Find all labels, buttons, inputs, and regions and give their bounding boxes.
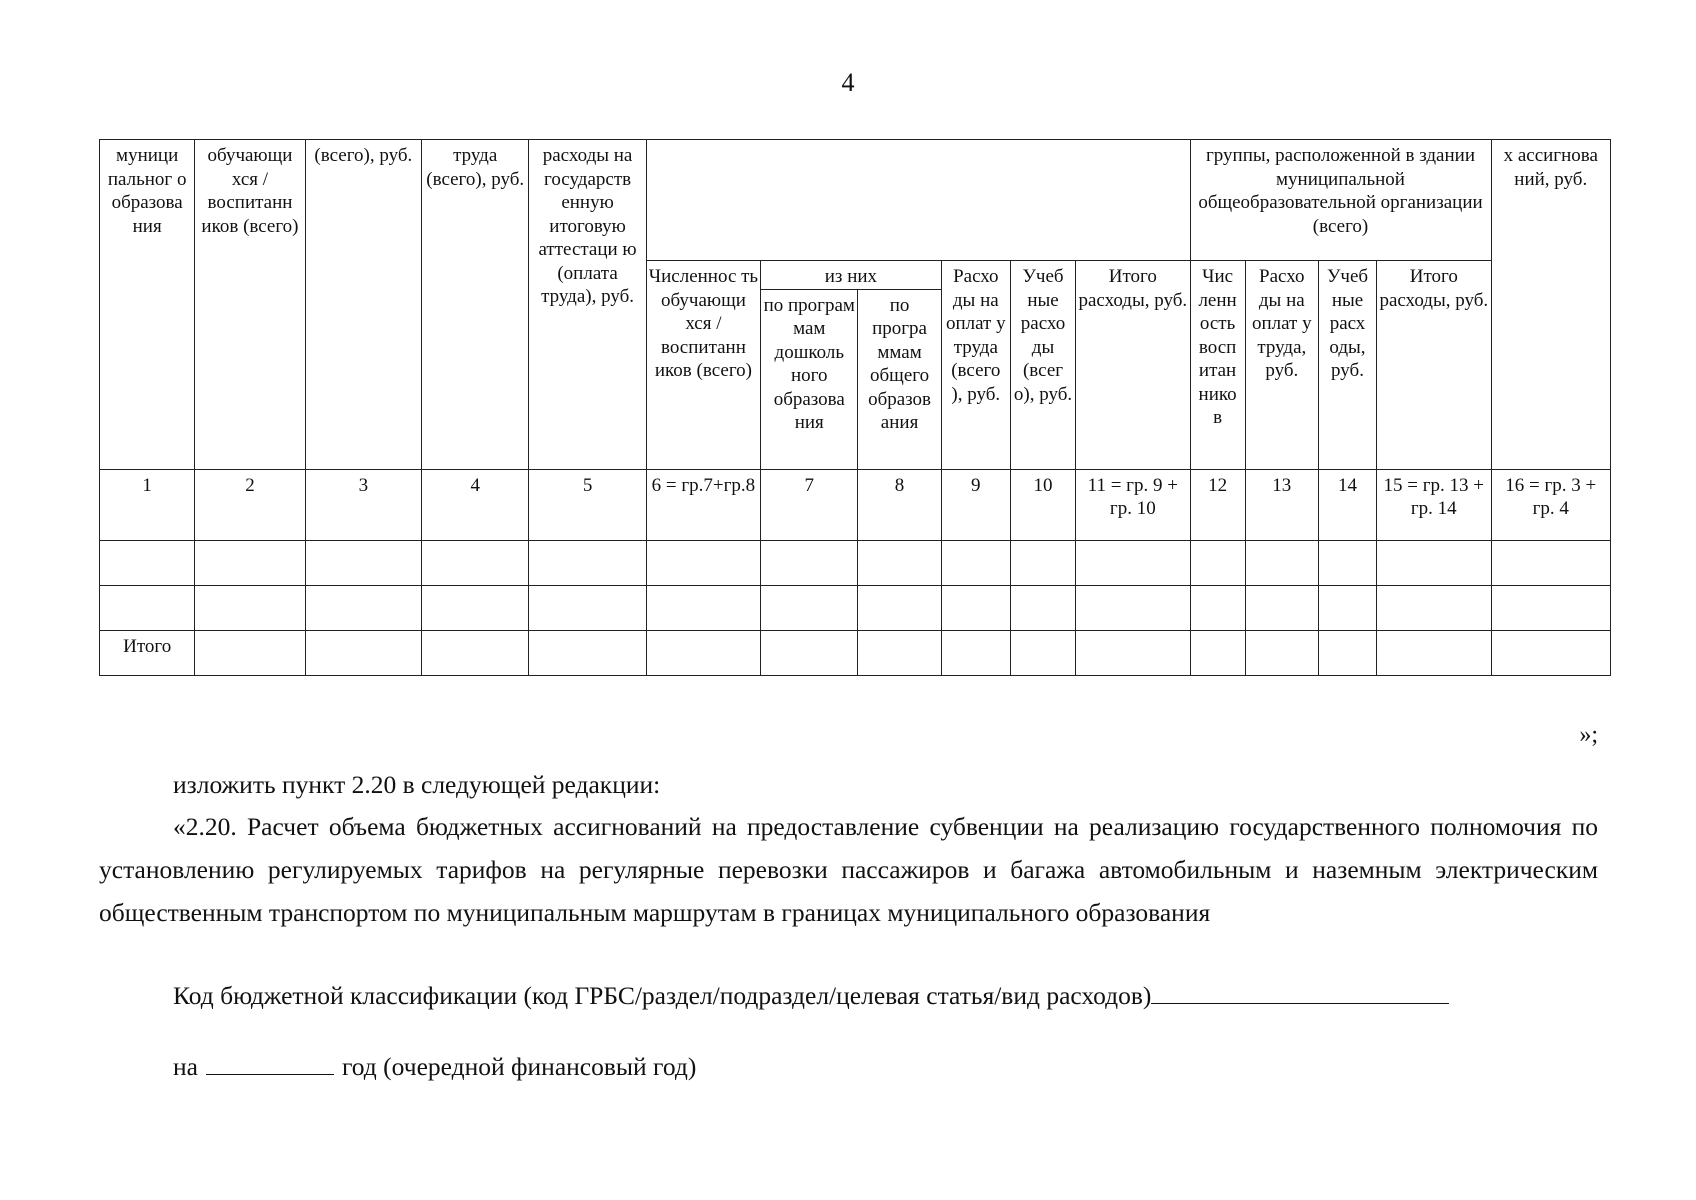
header-col-13: Расхо ды на оплат у труда, руб. [1245, 261, 1318, 470]
empty-cell [761, 540, 858, 585]
year-blank [206, 1052, 334, 1075]
empty-cell [858, 540, 941, 585]
empty-cell [195, 630, 305, 675]
year-line [173, 1045, 696, 1088]
total-label: Итого [100, 630, 195, 675]
header-col-3: (всего), руб. [305, 140, 421, 470]
empty-cell [761, 585, 858, 630]
header-col-12: Чис ленн ость восп итан нико в [1190, 261, 1245, 470]
empty-cell [1190, 630, 1245, 675]
empty-cell [100, 585, 195, 630]
column-number: 10 [1010, 469, 1075, 540]
empty-cell [1318, 585, 1376, 630]
empty-cell [761, 630, 858, 675]
table-row [100, 540, 1611, 585]
column-number: 1 [100, 469, 195, 540]
column-number: 13 [1245, 469, 1318, 540]
header-col-4: труда (всего), руб. [422, 140, 529, 470]
column-number: 9 [941, 469, 1010, 540]
paragraph-2-20: «2.20. Расчет объема бюджетных ассигнований на предоставление субвенции на реализацию государственного полномочия по установлению регулируемых тарифов на регулярные перевозки пассажиров и багажа автомобильным и наземным электрическим общественным транспортом по муниципальным маршрутам в границах муниципального образования [99, 812, 1598, 927]
column-number: 16 = гр. 3 + гр. 4 [1491, 469, 1611, 540]
column-number: 8 [858, 469, 941, 540]
budget-code-blank [1151, 981, 1449, 1004]
empty-cell [1491, 540, 1611, 585]
empty-cell [941, 585, 1010, 630]
header-col-5: расходы на государств енную итоговую аттестаци ю (оплата труда), руб. [529, 140, 646, 470]
empty-cell [1010, 540, 1075, 585]
empty-cell [195, 585, 305, 630]
header-col-14: Учеб ные расх оды, руб. [1318, 261, 1376, 470]
empty-cell [422, 630, 529, 675]
empty-cell [646, 585, 760, 630]
header-col-15: Итого расходы, руб. [1377, 261, 1491, 470]
empty-cell [305, 630, 421, 675]
empty-cell [422, 585, 529, 630]
header-of-them: из них [761, 261, 942, 290]
empty-cell [1318, 540, 1376, 585]
empty-cell [529, 585, 646, 630]
empty-cell [1377, 630, 1491, 675]
header-group-b: группы, расположенной в здании муниципальной общеобразовательной организации (всего) [1190, 140, 1491, 261]
header-group-a [646, 140, 1190, 261]
column-number: 6 = гр.7+гр.8 [646, 469, 760, 540]
empty-cell [305, 585, 421, 630]
empty-cell [1190, 540, 1245, 585]
budget-table [99, 139, 1611, 676]
column-number: 15 = гр. 13 + гр. 14 [1377, 469, 1491, 540]
empty-cell [1076, 630, 1190, 675]
page-number: 4 [841, 68, 855, 97]
column-number: 3 [305, 469, 421, 540]
column-number: 2 [195, 469, 305, 540]
header-col-8: по програ ммам общего образов ания [858, 289, 941, 469]
header-col-2: обучающи хся / воспитанн иков (всего) [195, 140, 305, 470]
empty-cell [858, 585, 941, 630]
empty-cell [195, 540, 305, 585]
closing-quote: »; [1579, 722, 1598, 748]
empty-cell [941, 630, 1010, 675]
column-number: 11 = гр. 9 + гр. 10 [1076, 469, 1190, 540]
empty-cell [1190, 585, 1245, 630]
empty-cell [1491, 585, 1611, 630]
empty-cell [422, 540, 529, 585]
empty-cell [1245, 540, 1318, 585]
column-number: 14 [1318, 469, 1376, 540]
header-col-6: Численнос ть обучающи хся / воспитанн иков (всего) [646, 261, 760, 470]
empty-cell [646, 540, 760, 585]
header-col-7: по програм мам дошколь ного образова ния [761, 289, 858, 469]
column-number: 7 [761, 469, 858, 540]
empty-cell [1245, 585, 1318, 630]
year-suffix: год (очередной финансовый год) [341, 1052, 697, 1081]
empty-cell [305, 540, 421, 585]
empty-cell [1245, 630, 1318, 675]
header-col-10: Учеб ные расхо ды (всег о), руб. [1010, 261, 1075, 470]
table-row [100, 585, 1611, 630]
header-col-16: х ассигнова ний, руб. [1491, 140, 1611, 470]
column-number: 12 [1190, 469, 1245, 540]
empty-cell [1010, 630, 1075, 675]
total-row [100, 630, 1611, 675]
empty-cell [941, 540, 1010, 585]
empty-cell [529, 540, 646, 585]
budget-code-line [173, 974, 1449, 1017]
empty-cell [1010, 585, 1075, 630]
budget-code-label: Код бюджетной классификации (код ГРБС/раздел/подраздел/целевая статья/вид расходов) [173, 981, 1152, 1010]
column-number: 5 [529, 469, 646, 540]
header-col-1: муници пальног о образова ния [100, 140, 195, 470]
empty-cell [1491, 630, 1611, 675]
column-number: 4 [422, 469, 529, 540]
empty-cell [1076, 540, 1190, 585]
empty-cell [1318, 630, 1376, 675]
empty-cell [858, 630, 941, 675]
header-col-9: Расхо ды на оплат у труда (всего ), руб. [941, 261, 1010, 470]
empty-cell [1076, 585, 1190, 630]
empty-cell [1377, 585, 1491, 630]
header-col-11: Итого расходы, руб. [1076, 261, 1190, 470]
year-prefix: на [173, 1052, 198, 1081]
empty-cell [529, 630, 646, 675]
empty-cell [646, 630, 760, 675]
empty-cell [100, 540, 195, 585]
instruction-text: изложить пункт 2.20 в следующей редакции: [173, 770, 661, 799]
numbering-row [100, 469, 1611, 540]
empty-cell [1377, 540, 1491, 585]
